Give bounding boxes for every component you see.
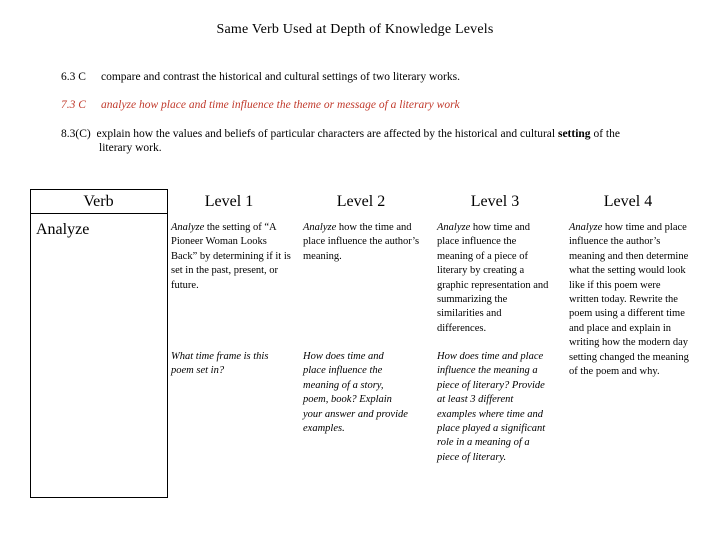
header-verb: Verb (83, 193, 114, 210)
table-border (30, 213, 168, 214)
table-border (30, 189, 31, 498)
table-border (30, 497, 168, 498)
header-level-3: Level 3 (470, 193, 520, 210)
level-2-task: Analyze how the time and place influence the author’s meaning. (303, 222, 420, 262)
standard-code: 6.3 C (61, 71, 86, 83)
level-3-task: Analyze how time and place influence the meaning of a piece of literary by creating a graphic representation and summarizing the similarities and differences. (437, 222, 549, 334)
table-border (167, 189, 168, 498)
level-2-question: How does time and place influence the meaning of a story, poem, book? Explain your answer and provide examples. (303, 351, 408, 435)
standard-text-line2: literary work. (99, 142, 162, 154)
header-level-2: Level 2 (336, 193, 386, 210)
standard-code: 8.3(C) (61, 128, 91, 140)
verb-cell: Analyze (36, 221, 90, 238)
header-level-4: Level 4 (603, 193, 653, 210)
header-level-1: Level 1 (204, 193, 254, 210)
level-3-question: How does time and place influence the meaning a piece of literary? Provide at least 3 different examples where time and place played a significant role in a meaning of a piece of literary. (437, 351, 546, 463)
standard-text: analyze how place and time influence the theme or message of a literary work (101, 99, 460, 111)
standard-8-3c (61, 127, 671, 155)
standard-text: compare and contrast the historical and cultural settings of two literary works. (101, 71, 460, 83)
dok-table (30, 189, 698, 498)
standard-text: 8.3(C) explain how the values and beliefs of particular characters are affected by the historical and cultural setting of the (61, 128, 620, 140)
level-4-task: Analyze how time and place influence the author’s meaning and then determine what the setting would look like if this poem were written today. Rewrite the poem using a different time and place and explain in writing how the modern day setting changed the meaning of the poem and why. (569, 222, 689, 378)
level-1-task: Analyze the setting of “A Pioneer Woman Looks Back” by determining if it is set in the past, present, or future. (171, 222, 291, 291)
setting-emphasis: setting (557, 128, 591, 140)
standard-code: 7.3 C (61, 99, 86, 111)
page-title: Same Verb Used at Depth of Knowledge Levels (216, 22, 494, 37)
table-border (30, 189, 168, 190)
level-1-question: What time frame is this poem set in? (171, 351, 269, 377)
